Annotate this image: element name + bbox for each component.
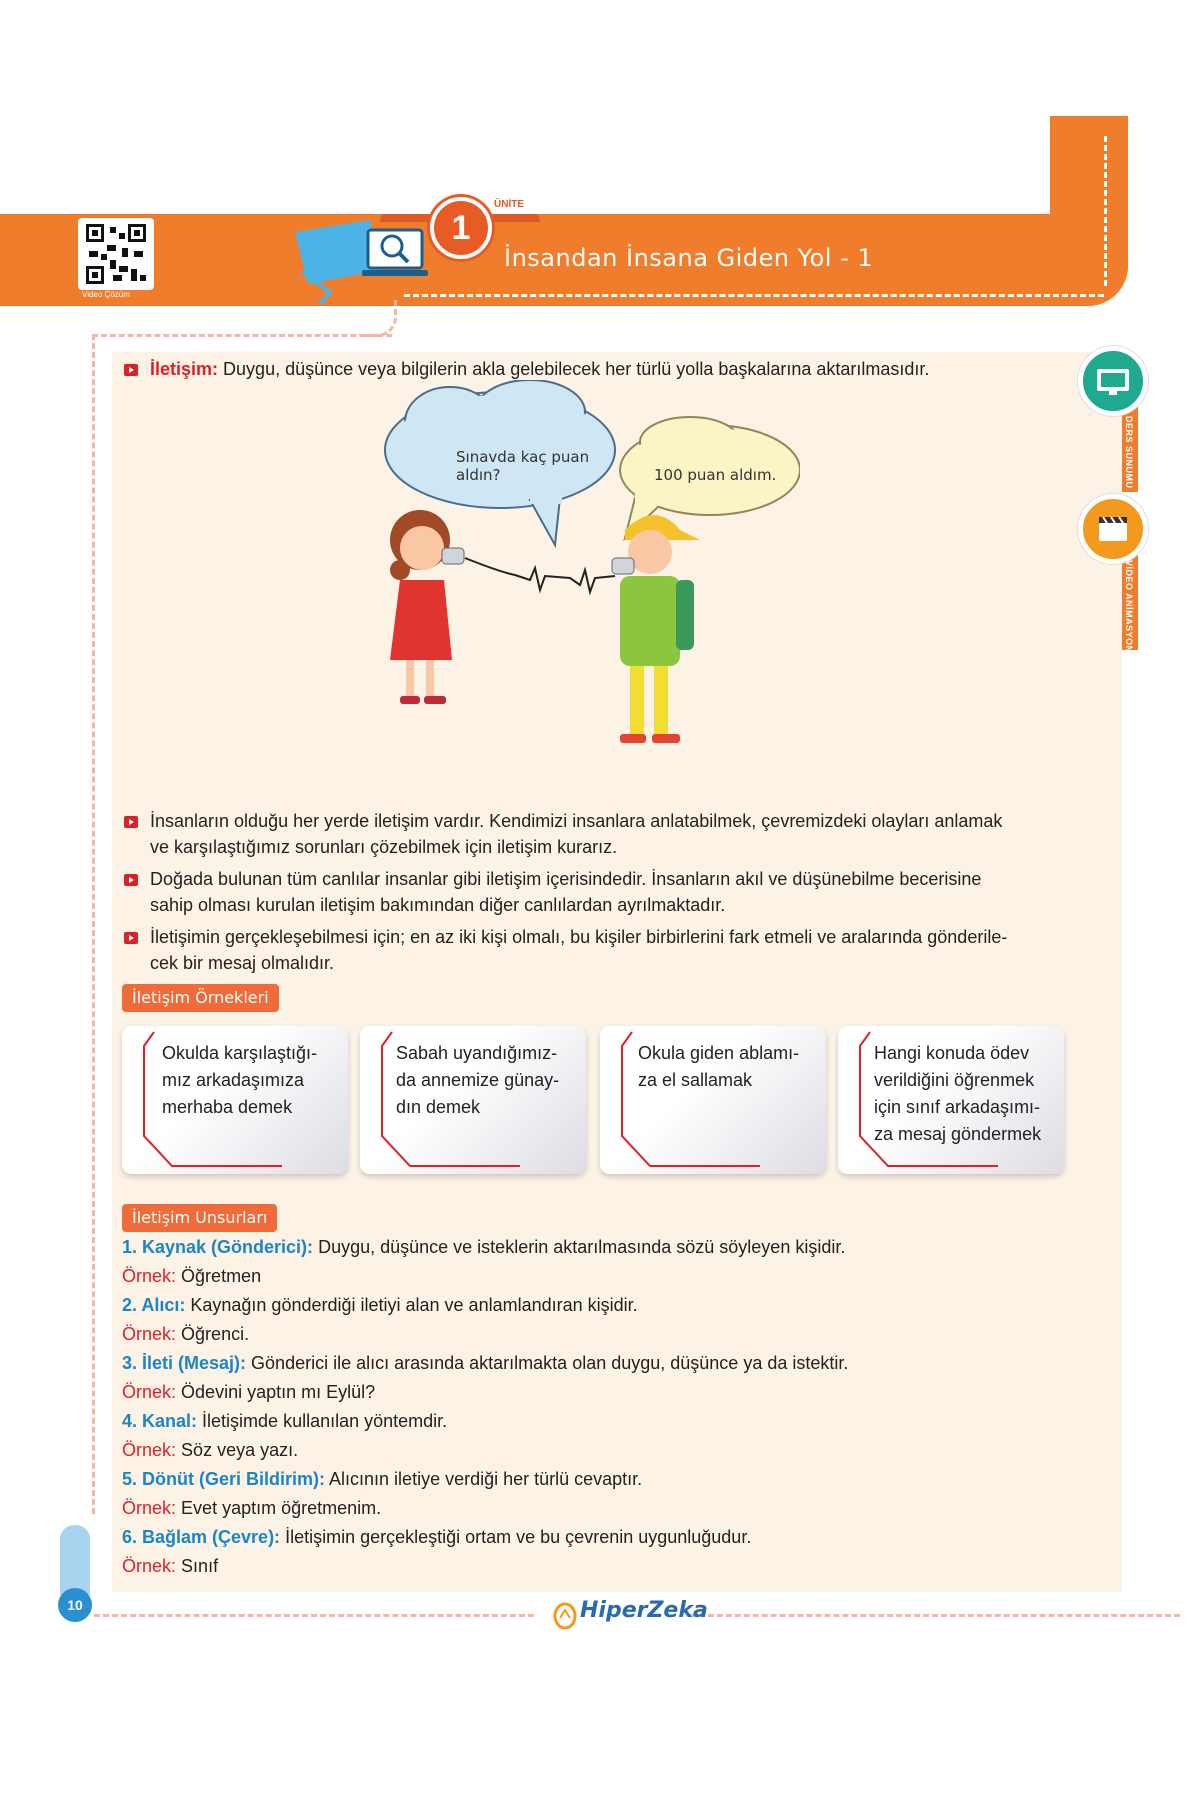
element-2: 2. Alıcı: Kaynağın gönderdiği iletiyi alan ve anlamlandıran kişidir. [122, 1295, 638, 1315]
element-4: 4. Kanal: İletişimde kullanılan yöntemdir. [122, 1411, 448, 1431]
element-1: 1. Kaynak (Gönderici): Duygu, düşünce ve isteklerin aktarılmasında sözü söyleyen kişidir. [122, 1237, 846, 1257]
qr-label: Video Çözüm [82, 290, 130, 299]
bubble-left-line-1: Sınavda kaç puan [456, 448, 590, 466]
element-3: 3. İleti (Mesaj): Gönderici ile alıcı arasında aktarılmakta olan duygu, düşünce ya da istektir. [122, 1353, 849, 1373]
example-card-3 [600, 1026, 826, 1174]
element-1-example: Örnek: Öğretmen [122, 1266, 262, 1286]
paragraph-2-line-1: Doğada bulunan tüm canlılar insanlar gibi iletişim içerisindedir. İnsanların akıl ve düşünebilme becerisine [150, 869, 982, 889]
paragraph-3-line-2: cek bir mesaj olmalıdır. [150, 953, 335, 973]
example-card-text: Sabah uyandığımız- da annemize günay- dın demek [396, 1043, 560, 1117]
brand-logo-icon [552, 1600, 578, 1630]
footer-dashed-line-right [690, 1614, 1180, 1617]
element-5: 5. Dönüt (Geri Bildirim): Alıcının iletiye verdiği her türlü cevaptır. [122, 1469, 643, 1489]
qr-code-icon [86, 224, 146, 284]
clapperboard-icon [1083, 499, 1143, 559]
example-card-text: Hangi konuda ödev verildiğini öğrenmek için sınıf arkadaşımı- za mesaj göndermek [874, 1043, 1042, 1144]
video-animasyon-button[interactable] [1078, 494, 1148, 564]
intro-text: Duygu, düşünce veya bilgilerin akla gelebilecek her türlü yolla başkalarına aktarılmasıdır. [223, 359, 930, 379]
elements-heading: İletişim Unsurları [122, 1204, 277, 1232]
paragraph-3-line-1: İletişimin gerçekleşebilmesi için; en az iki kişi olmalı, bu kişiler birbirlerini fark etmeli ve aralarında gönderile- [150, 927, 1008, 947]
video-animasyon-label: VİDEO ANİMASYON [1124, 560, 1134, 653]
element-6: 6. Bağlam (Çevre): İletişimin gerçekleştiği ortam ve bu çevrenin uygunluğudur. [122, 1527, 752, 1547]
ders-sunumu-label: DERS SUNUMU [1124, 416, 1134, 489]
page-number-tab [60, 1525, 90, 1595]
bubble-left-line-2: aldın? [456, 466, 501, 484]
paragraph-1-line-1: İnsanların olduğu her yerde iletişim vardır. Kendimizi insanlara anlatabilmek, çevremizdeki olayları anlamak [150, 811, 1003, 831]
footer-dashed-line-left [94, 1614, 534, 1617]
play-bullet-icon [124, 816, 138, 828]
bubble-right-text: 100 puan aldım. [654, 466, 777, 484]
page-number: 10 [58, 1588, 92, 1622]
unit-number: 1 [430, 197, 492, 259]
qr-code[interactable] [78, 218, 154, 290]
intro-term: İletişim: [150, 359, 219, 379]
intro-definition [150, 356, 929, 382]
example-card-4 [838, 1026, 1064, 1174]
lesson-icon [290, 212, 430, 312]
brand-name: HiperZeka [580, 1598, 708, 1623]
header-dashed-line-vertical [1104, 136, 1107, 286]
boy-figure [612, 515, 700, 743]
panel-dashed-border-left [92, 334, 95, 1514]
play-bullet-icon [124, 932, 138, 944]
element-4-example: Örnek: Söz veya yazı. [122, 1440, 299, 1460]
unit-label: ÜNİTE [494, 199, 524, 210]
kids-tin-can-phone-illustration [380, 380, 800, 780]
panel-dashed-border-top [92, 334, 392, 337]
panel-dashed-border-curve [360, 300, 397, 337]
element-2-example: Örnek: Öğrenci. [122, 1324, 250, 1344]
examples-heading: İletişim Örnekleri [122, 984, 279, 1012]
example-card-text: Okula giden ablamı- za el sallamak [638, 1043, 800, 1090]
girl-figure [390, 510, 464, 704]
play-bullet-icon [124, 364, 138, 376]
header-dashed-line [404, 294, 1104, 297]
paragraph-2-line-2: sahip olması kurulan iletişim bakımından diğer canlılardan ayrılmaktadır. [150, 895, 726, 915]
example-card-text: Okulda karşılaştığı- mız arkadaşımıza merhaba demek [162, 1043, 318, 1117]
ders-sunumu-button[interactable] [1078, 346, 1148, 416]
example-card-2 [360, 1026, 586, 1174]
paragraph-1-line-2: ve karşılaştığımız sorunları çözebilmek için iletişim kurarız. [150, 837, 618, 857]
presentation-icon [1083, 351, 1143, 411]
element-6-example: Örnek: Sınıf [122, 1556, 219, 1576]
play-bullet-icon [124, 874, 138, 886]
element-5-example: Örnek: Evet yaptım öğretmenim. [122, 1498, 382, 1518]
element-3-example: Örnek: Ödevini yaptın mı Eylül? [122, 1382, 376, 1402]
page-title: İnsandan İnsana Giden Yol - 1 [504, 244, 874, 272]
example-card-1 [122, 1026, 348, 1174]
